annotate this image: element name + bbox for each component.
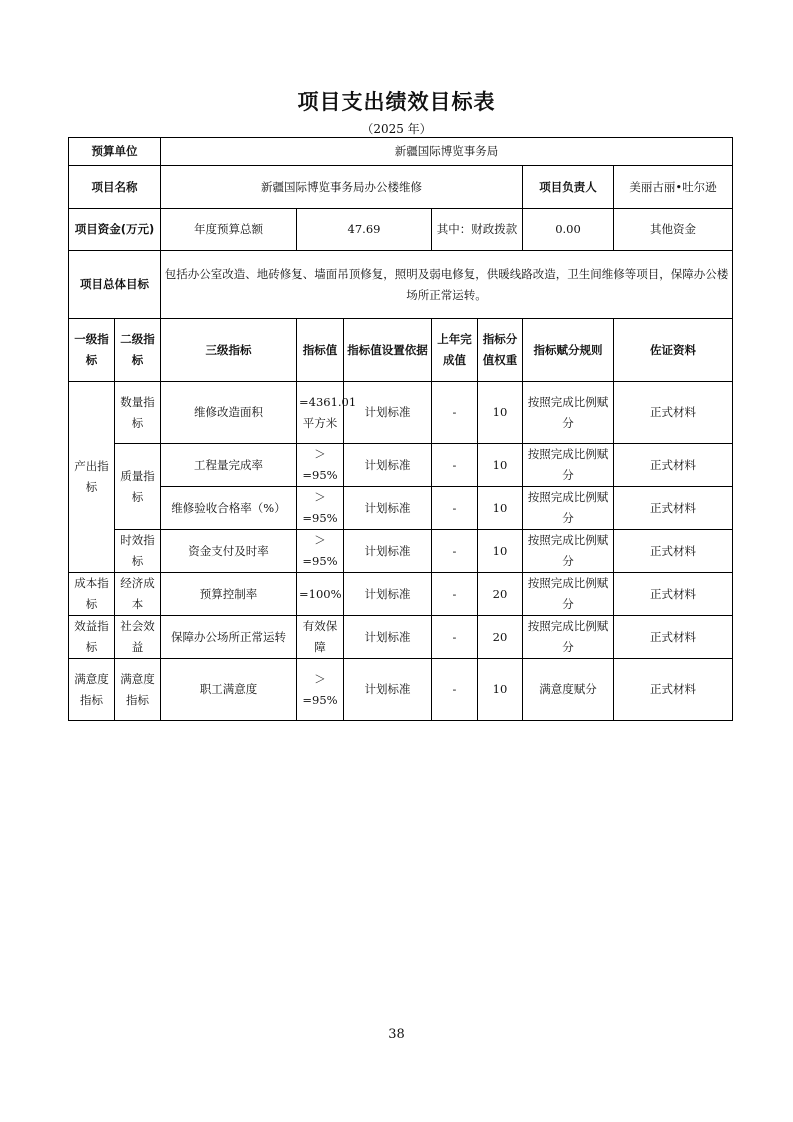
level2-economic-cost: 经济成本 bbox=[115, 573, 161, 616]
indicator-name: 维修验收合格率（%） bbox=[161, 487, 297, 530]
budget-unit-value: 新疆国际博览事务局 bbox=[161, 138, 733, 166]
indicator-weight: 10 bbox=[478, 530, 523, 573]
page-number: 38 bbox=[388, 1027, 405, 1042]
indicator-last-year: - bbox=[432, 573, 478, 616]
project-leader-label: 项目负责人 bbox=[523, 166, 614, 209]
indicator-value: 有效保障 bbox=[297, 616, 344, 659]
fiscal-allocation-value: 0.00 bbox=[523, 209, 614, 251]
indicator-name: 预算控制率 bbox=[161, 573, 297, 616]
header-weight: 指标分值权重 bbox=[478, 319, 523, 382]
performance-table bbox=[68, 137, 733, 721]
indicator-rule: 按照完成比例赋分 bbox=[523, 444, 614, 487]
indicator-last-year: - bbox=[432, 487, 478, 530]
fiscal-allocation-label: 其中：财政拨款 bbox=[432, 209, 523, 251]
table-row bbox=[69, 530, 733, 573]
table-row bbox=[69, 444, 733, 487]
overall-goal-value: 包括办公室改造、地砖修复、墙面吊顶修复，照明及弱电修复，供暖线路改造，卫生间维修等项目，保障办公楼场所正常运转。 bbox=[161, 251, 733, 319]
indicator-basis: 计划标准 bbox=[344, 530, 432, 573]
indicator-rule: 按照完成比例赋分 bbox=[523, 573, 614, 616]
indicator-last-year: - bbox=[432, 659, 478, 721]
indicator-name: 资金支付及时率 bbox=[161, 530, 297, 573]
indicator-evidence: 正式材料 bbox=[614, 659, 733, 721]
page-year: （2025 年） bbox=[361, 122, 432, 136]
header-level3: 三级指标 bbox=[161, 319, 297, 382]
indicator-name: 工程量完成率 bbox=[161, 444, 297, 487]
header-level1: 一级指标 bbox=[69, 319, 115, 382]
indicator-last-year: - bbox=[432, 382, 478, 444]
indicator-rule: 按照完成比例赋分 bbox=[523, 616, 614, 659]
level1-cost: 成本指标 bbox=[69, 573, 115, 616]
indicator-rule: 满意度赋分 bbox=[523, 659, 614, 721]
indicator-last-year: - bbox=[432, 530, 478, 573]
indicator-rule: 按照完成比例赋分 bbox=[523, 487, 614, 530]
indicator-evidence: 正式材料 bbox=[614, 487, 733, 530]
level2-satisfaction: 满意度指标 bbox=[115, 659, 161, 721]
indicator-evidence: 正式材料 bbox=[614, 573, 733, 616]
level2-quality: 质量指标 bbox=[115, 444, 161, 530]
indicator-value: ＞=95% bbox=[297, 444, 344, 487]
indicator-weight: 10 bbox=[478, 487, 523, 530]
indicator-name: 职工满意度 bbox=[161, 659, 297, 721]
level2-timeliness: 时效指标 bbox=[115, 530, 161, 573]
header-value: 指标值 bbox=[297, 319, 344, 382]
indicator-weight: 10 bbox=[478, 444, 523, 487]
budget-unit-label: 预算单位 bbox=[69, 138, 161, 166]
indicator-weight: 10 bbox=[478, 382, 523, 444]
indicator-value: =4361.01 平方米 bbox=[297, 382, 344, 444]
indicator-value: ＞=95% bbox=[297, 530, 344, 573]
indicator-rule: 按照完成比例赋分 bbox=[523, 382, 614, 444]
annual-budget-label: 年度预算总额 bbox=[161, 209, 297, 251]
level2-social-benefit: 社会效益 bbox=[115, 616, 161, 659]
project-name-label: 项目名称 bbox=[69, 166, 161, 209]
overall-goal-label: 项目总体目标 bbox=[69, 251, 161, 319]
indicator-weight: 20 bbox=[478, 616, 523, 659]
indicator-evidence: 正式材料 bbox=[614, 382, 733, 444]
indicator-value: ＞=95% bbox=[297, 487, 344, 530]
page-title: 项目支出绩效目标表 bbox=[297, 90, 496, 114]
indicator-basis: 计划标准 bbox=[344, 487, 432, 530]
table-row bbox=[69, 382, 733, 444]
indicator-basis: 计划标准 bbox=[344, 616, 432, 659]
other-funds-label: 其他资金 bbox=[614, 209, 733, 251]
indicator-weight: 10 bbox=[478, 659, 523, 721]
level1-benefit: 效益指标 bbox=[69, 616, 115, 659]
header-basis: 指标值设置依据 bbox=[344, 319, 432, 382]
indicator-value: ＞=95% bbox=[297, 659, 344, 721]
table-row bbox=[69, 487, 733, 530]
indicator-basis: 计划标准 bbox=[344, 382, 432, 444]
header-rule: 指标赋分规则 bbox=[523, 319, 614, 382]
header-level2: 二级指标 bbox=[115, 319, 161, 382]
project-funds-label: 项目资金(万元) bbox=[69, 209, 161, 251]
indicator-last-year: - bbox=[432, 444, 478, 487]
level1-satisfaction: 满意度指标 bbox=[69, 659, 115, 721]
annual-budget-value: 47.69 bbox=[297, 209, 432, 251]
table-row bbox=[69, 659, 733, 721]
level1-output: 产出指标 bbox=[69, 382, 115, 573]
indicator-value: =100% bbox=[297, 573, 344, 616]
indicator-evidence: 正式材料 bbox=[614, 616, 733, 659]
indicator-last-year: - bbox=[432, 616, 478, 659]
indicator-basis: 计划标准 bbox=[344, 573, 432, 616]
header-last-year: 上年完成值 bbox=[432, 319, 478, 382]
indicator-basis: 计划标准 bbox=[344, 444, 432, 487]
indicator-name: 维修改造面积 bbox=[161, 382, 297, 444]
indicator-name: 保障办公场所正常运转 bbox=[161, 616, 297, 659]
indicator-basis: 计划标准 bbox=[344, 659, 432, 721]
indicator-weight: 20 bbox=[478, 573, 523, 616]
header-evidence: 佐证资料 bbox=[614, 319, 733, 382]
indicator-rule: 按照完成比例赋分 bbox=[523, 530, 614, 573]
table-row bbox=[69, 616, 733, 659]
level2-quantity: 数量指标 bbox=[115, 382, 161, 444]
project-name-value: 新疆国际博览事务局办公楼维修 bbox=[161, 166, 523, 209]
project-leader-value: 美丽古丽•吐尔逊 bbox=[614, 166, 733, 209]
table-row bbox=[69, 573, 733, 616]
indicator-evidence: 正式材料 bbox=[614, 530, 733, 573]
indicator-evidence: 正式材料 bbox=[614, 444, 733, 487]
